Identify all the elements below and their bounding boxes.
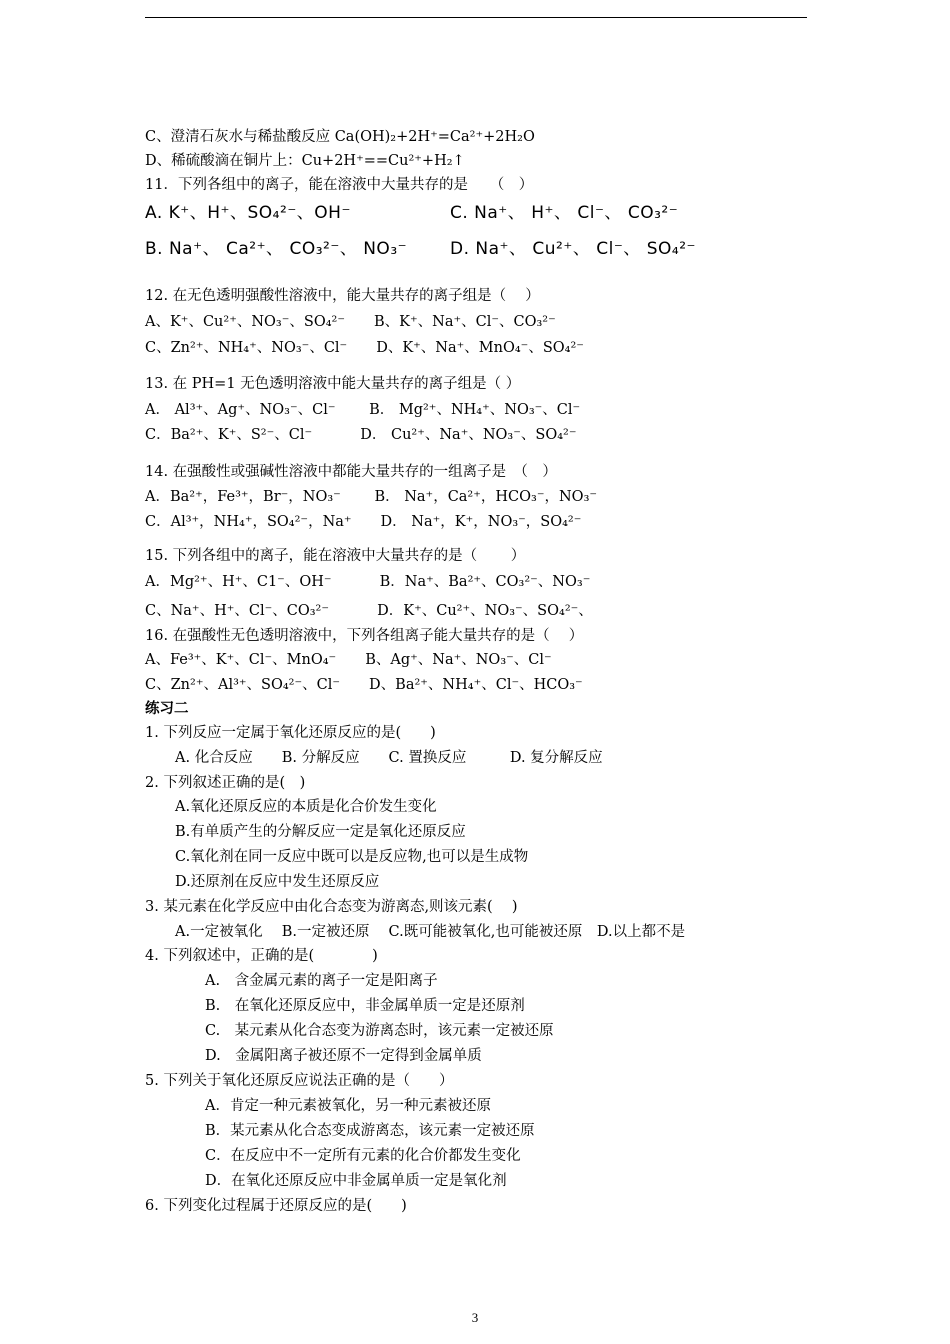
- text-line: 11．下列各组中的离子，能在溶液中大量共存的是 （ ）: [145, 177, 534, 193]
- text-line: B．某元素从化合态变成游离态，该元素一定被还原: [205, 1123, 535, 1139]
- text-line: D.还原剂在反应中发生还原反应: [175, 874, 380, 890]
- text-line: 14. 在强酸性或强碱性溶液中都能大量共存的一组离子是 （ ）: [145, 464, 557, 480]
- text-line: 6. 下列变化过程属于还原反应的是( ): [145, 1198, 407, 1214]
- text-line: B. 在氧化还原反应中，非金属单质一定是还原剂: [205, 998, 525, 1014]
- text-line: 3. 某元素在化学反应中由化合态变为游离态,则该元素( ): [145, 899, 518, 915]
- text-line: B.有单质产生的分解反应一定是氧化还原反应: [175, 824, 466, 840]
- text-line: A、Fe³⁺、K⁺、Cl⁻、MnO₄⁻ B、Ag⁺、Na⁺、NO₃⁻、Cl⁻: [145, 652, 552, 668]
- text-line: A. 化合反应 B. 分解反应 C. 置换反应 D. 复分解反应: [175, 750, 603, 766]
- text-line: D．在氧化还原反应中非金属单质一定是氧化剂: [205, 1173, 507, 1189]
- text-line: C．在反应中不一定所有元素的化合价都发生变化: [205, 1148, 521, 1164]
- text-line: 2. 下列叙述正确的是( ): [145, 775, 306, 791]
- text-line: D、稀硫酸滴在铜片上：Cu+2H⁺==Cu²⁺+H₂↑: [145, 153, 465, 169]
- text-line: C. 某元素从化合态变为游离态时，该元素一定被还原: [205, 1023, 554, 1039]
- text-line: 13. 在 PH=1 无色透明溶液中能大量共存的离子组是（ ）: [145, 376, 521, 392]
- text-line: C．Ba²⁺、K⁺、S²⁻、Cl⁻ D． Cu²⁺、Na⁺、NO₃⁻、SO₄²⁻: [145, 427, 577, 443]
- text-line: C、Zn²⁺、NH₄⁺、NO₃⁻、Cl⁻ D、K⁺、Na⁺、MnO₄⁻、SO₄²⁻: [145, 340, 584, 356]
- text-line: A. 含金属元素的离子一定是阳离子: [205, 973, 438, 989]
- text-line: 15. 下列各组中的离子，能在溶液中大量共存的是（ ）: [145, 548, 526, 564]
- text-line: A．Ba²⁺，Fe³⁺，Br⁻，NO₃⁻ B． Na⁺，Ca²⁺，HCO₃⁻，NO₃⁻: [145, 489, 598, 505]
- ion-option: B. Na⁺、 Ca²⁺、 CO₃²⁻、 NO₃⁻: [145, 239, 408, 259]
- text-line: 1. 下列反应一定属于氧化还原反应的是( ): [145, 725, 436, 741]
- text-line: A． Al³⁺、Ag⁺、NO₃⁻、Cl⁻ B． Mg²⁺、NH₄⁺、NO₃⁻、Cl⁻: [145, 402, 581, 418]
- text-line: 5. 下列关于氧化还原反应说法正确的是（ ）: [145, 1073, 454, 1089]
- text-line: A．肯定一种元素被氧化，另一种元素被还原: [205, 1098, 491, 1114]
- ion-option: C. Na⁺、 H⁺、 Cl⁻、 CO₃²⁻: [450, 203, 679, 223]
- text-line: 12. 在无色透明强酸性溶液中，能大量共存的离子组是（ ）: [145, 288, 540, 304]
- section-heading: 练习二: [145, 700, 189, 717]
- text-line: D. 金属阳离子被还原不一定得到金属单质: [205, 1048, 482, 1064]
- text-line: C、澄清石灰水与稀盐酸反应 Ca(OH)₂+2H⁺=Ca²⁺+2H₂O: [145, 129, 535, 145]
- text-line: C、Na⁺、H⁺、Cl⁻、CO₃²⁻ D．K⁺、Cu²⁺、NO₃⁻、SO₄²⁻、: [145, 603, 593, 619]
- text-line: 4. 下列叙述中，正确的是( ): [145, 948, 378, 964]
- ion-option: A. K⁺、H⁺、SO₄²⁻、OH⁻: [145, 203, 351, 223]
- text-line: A.氧化还原反应的本质是化合价发生变化: [175, 799, 437, 815]
- text-line: A.一定被氧化 B.一定被还原 C.既可能被氧化,也可能被还原 D.以上都不是: [175, 924, 686, 940]
- text-line: A．Mg²⁺、H⁺、C1⁻、OH⁻ B．Na⁺、Ba²⁺、CO₃²⁻、NO₃⁻: [145, 574, 591, 590]
- text-line: C.氧化剂在同一反应中既可以是反应物,也可以是生成物: [175, 849, 529, 865]
- text-line: A、K⁺、Cu²⁺、NO₃⁻、SO₄²⁻ B、K⁺、Na⁺、Cl⁻、CO₃²⁻: [145, 314, 556, 330]
- text-line: C．Al³⁺，NH₄⁺，SO₄²⁻，Na⁺ D． Na⁺，K⁺，NO₃⁻，SO₄²⁻: [145, 514, 582, 530]
- page-number: 3: [471, 1310, 479, 1325]
- header-rule: [145, 17, 807, 18]
- ion-option: D. Na⁺、 Cu²⁺、 Cl⁻、 SO₄²⁻: [450, 239, 696, 259]
- text-line: C、Zn²⁺、Al³⁺、SO₄²⁻、Cl⁻ D、Ba²⁺、NH₄⁺、Cl⁻、HCO₃⁻: [145, 677, 583, 693]
- text-line: 16. 在强酸性无色透明溶液中，下列各组离子能大量共存的是（ ）: [145, 628, 584, 644]
